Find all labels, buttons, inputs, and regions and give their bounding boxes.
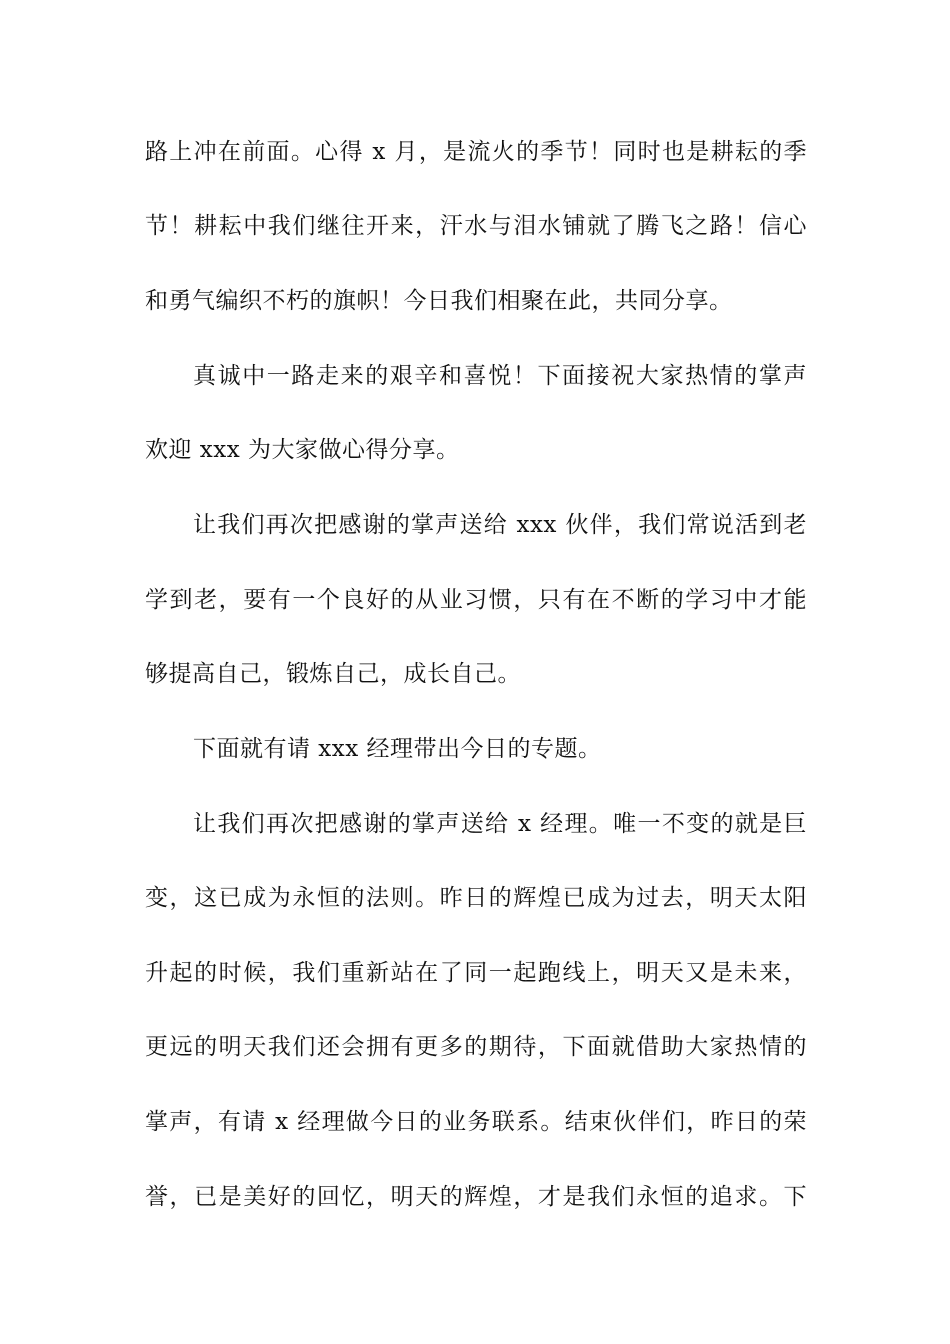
paragraph-first-line: 真诚中一路走来的艰辛和喜悦！下面接祝大家热情的掌声	[193, 363, 807, 389]
text-line: 够提高自己，锻炼自己，成长自己。	[145, 661, 521, 687]
text-line: 和勇气编织不朽的旗帜！今日我们相聚在此，共同分享。	[145, 288, 733, 314]
paragraph-first-line: 下面就有请 xxx 经理带出今日的专题。	[193, 736, 602, 762]
text-line: 更远的明天我们还会拥有更多的期待，下面就借助大家热情的	[145, 1034, 807, 1060]
paragraph-first-line: 让我们再次把感谢的掌声送给 xxx 伙伴，我们常说活到老	[193, 512, 807, 538]
paragraph-first-line: 让我们再次把感谢的掌声送给 x 经理。唯一不变的就是巨	[193, 811, 807, 837]
text-line: 变，这已成为永恒的法则。昨日的辉煌已成为过去，明天太阳	[145, 885, 807, 911]
text-line: 节！耕耘中我们继往开来，汗水与泪水铺就了腾飞之路！信心	[145, 213, 807, 239]
text-line: 路上冲在前面。心得 x 月，是流火的季节！同时也是耕耘的季	[145, 139, 807, 165]
text-line: 掌声，有请 x 经理做今日的业务联系。结束伙伴们，昨日的荣	[145, 1109, 807, 1135]
text-line: 誉，已是美好的回忆，明天的辉煌，才是我们永恒的追求。下	[145, 1184, 807, 1210]
text-line: 欢迎 xxx 为大家做心得分享。	[145, 437, 460, 463]
text-line: 升起的时候，我们重新站在了同一起跑线上，明天又是未来，	[145, 960, 807, 986]
text-line: 学到老，要有一个良好的从业习惯，只有在不断的学习中才能	[145, 587, 807, 613]
